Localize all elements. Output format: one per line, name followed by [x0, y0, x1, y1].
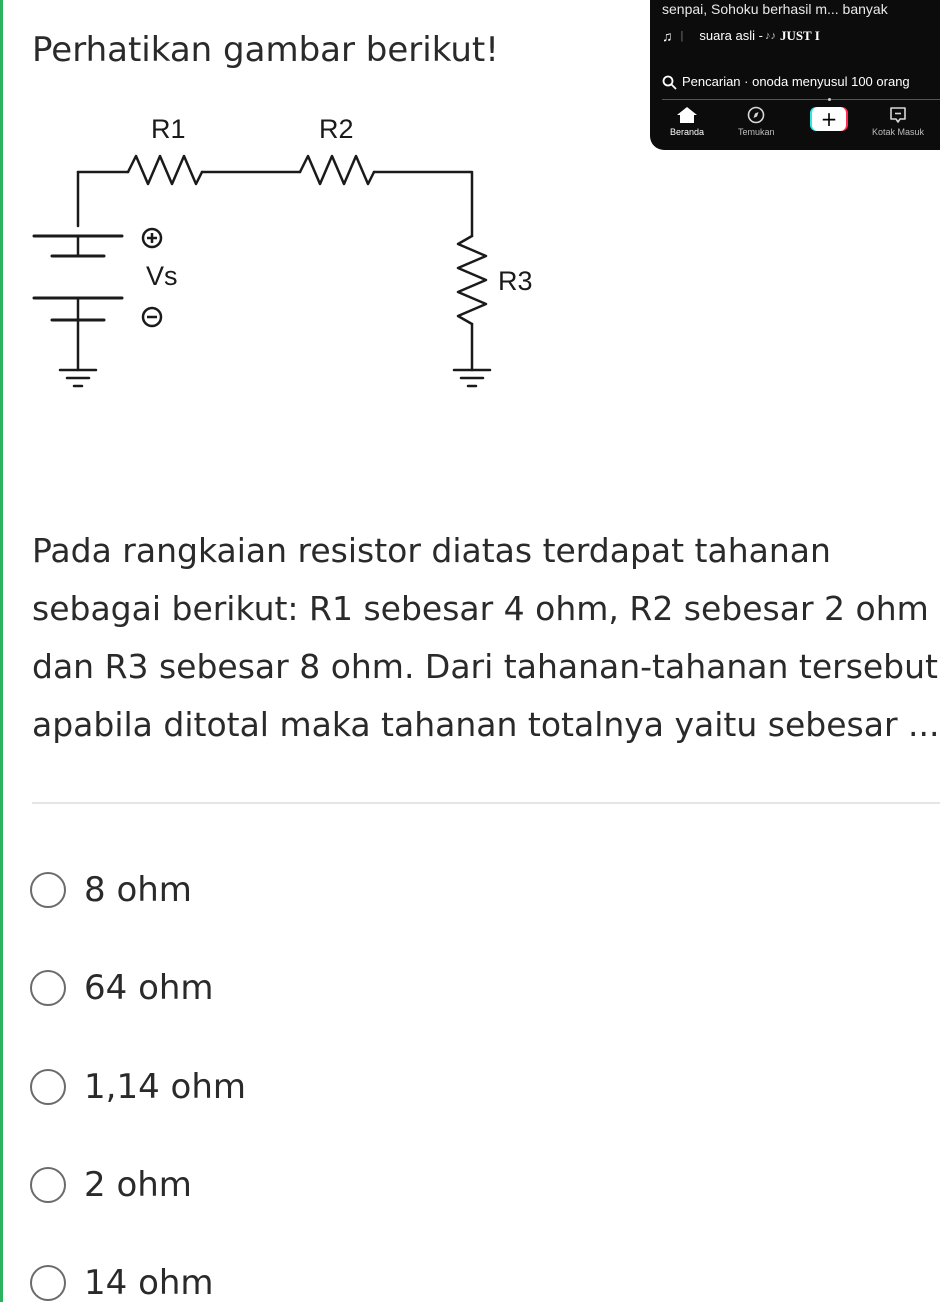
label-r1: R1	[151, 114, 186, 144]
video-app-overlay	[650, 0, 940, 150]
answer-label: 64 ohm	[84, 968, 214, 1008]
resistor-r2	[300, 156, 374, 184]
label-vs: Vs	[146, 261, 178, 291]
answer-option-4[interactable]	[30, 1163, 192, 1207]
resistor-r3	[458, 236, 486, 324]
answer-label: 1,14 ohm	[84, 1067, 246, 1107]
sound-row[interactable]	[662, 27, 820, 45]
radio-button[interactable]	[30, 1167, 66, 1203]
music-note-icon: ♫	[662, 28, 673, 44]
nav-home-label: Beranda	[670, 127, 705, 137]
question-heading: Perhatikan gambar berikut!	[32, 30, 499, 70]
radio-button[interactable]	[30, 970, 66, 1006]
ground-right	[454, 370, 490, 386]
answer-option-5[interactable]	[30, 1261, 214, 1305]
circuit-diagram	[30, 108, 570, 403]
answer-option-2[interactable]	[30, 966, 214, 1010]
video-caption[interactable]: senpai, Sohoku berhasil m... banyak	[662, 1, 888, 17]
ground-left	[60, 370, 96, 386]
compass-icon	[746, 106, 766, 124]
radio-button[interactable]	[30, 872, 66, 908]
nav-inbox[interactable]	[872, 106, 924, 138]
progress-line	[662, 99, 940, 100]
nav-discover[interactable]	[738, 106, 775, 138]
inbox-icon	[888, 106, 908, 124]
nav-home[interactable]	[670, 106, 704, 138]
music-notes-icon: ♪♪	[764, 30, 776, 42]
search-text: Pencarian · onoda menyusul 100 orang	[682, 74, 910, 89]
nav-inbox-label: Kotak Masuk	[872, 127, 925, 137]
wire-top-right	[374, 172, 472, 236]
search-suggestion[interactable]	[662, 72, 910, 92]
sound-song: JUST I	[779, 28, 820, 43]
search-icon	[662, 75, 677, 90]
plus-icon: +	[812, 107, 846, 131]
label-r2: R2	[319, 114, 354, 144]
minus-terminal-icon	[143, 308, 161, 326]
label-r3: R3	[498, 266, 533, 296]
left-accent-border	[0, 0, 3, 1302]
answer-label: 8 ohm	[84, 870, 192, 910]
divider	[32, 802, 940, 804]
nav-discover-label: Temukan	[738, 127, 775, 137]
plus-terminal-icon	[143, 229, 161, 247]
home-icon	[676, 106, 698, 124]
radio-button[interactable]	[30, 1069, 66, 1105]
create-button[interactable]	[810, 107, 848, 131]
separator: |	[680, 30, 684, 42]
answer-label: 14 ohm	[84, 1263, 214, 1303]
question-text: Pada rangkaian resistor diatas terdapat tahanan sebagai berikut: R1 sebesar 4 ohm, R2 sebesar 2 ohm dan R3 sebesar 8 ohm. Dari tahanan-tahanan tersebut apabila ditotal maka tahanan totalnya yaitu sebesar ...	[32, 531, 940, 744]
resistor-r1	[128, 156, 202, 184]
answer-option-1[interactable]	[30, 868, 192, 912]
radio-button[interactable]	[30, 1265, 66, 1301]
answer-label: 2 ohm	[84, 1165, 192, 1205]
answer-option-3[interactable]	[30, 1065, 246, 1109]
sound-prefix: suara asli -	[699, 28, 763, 43]
